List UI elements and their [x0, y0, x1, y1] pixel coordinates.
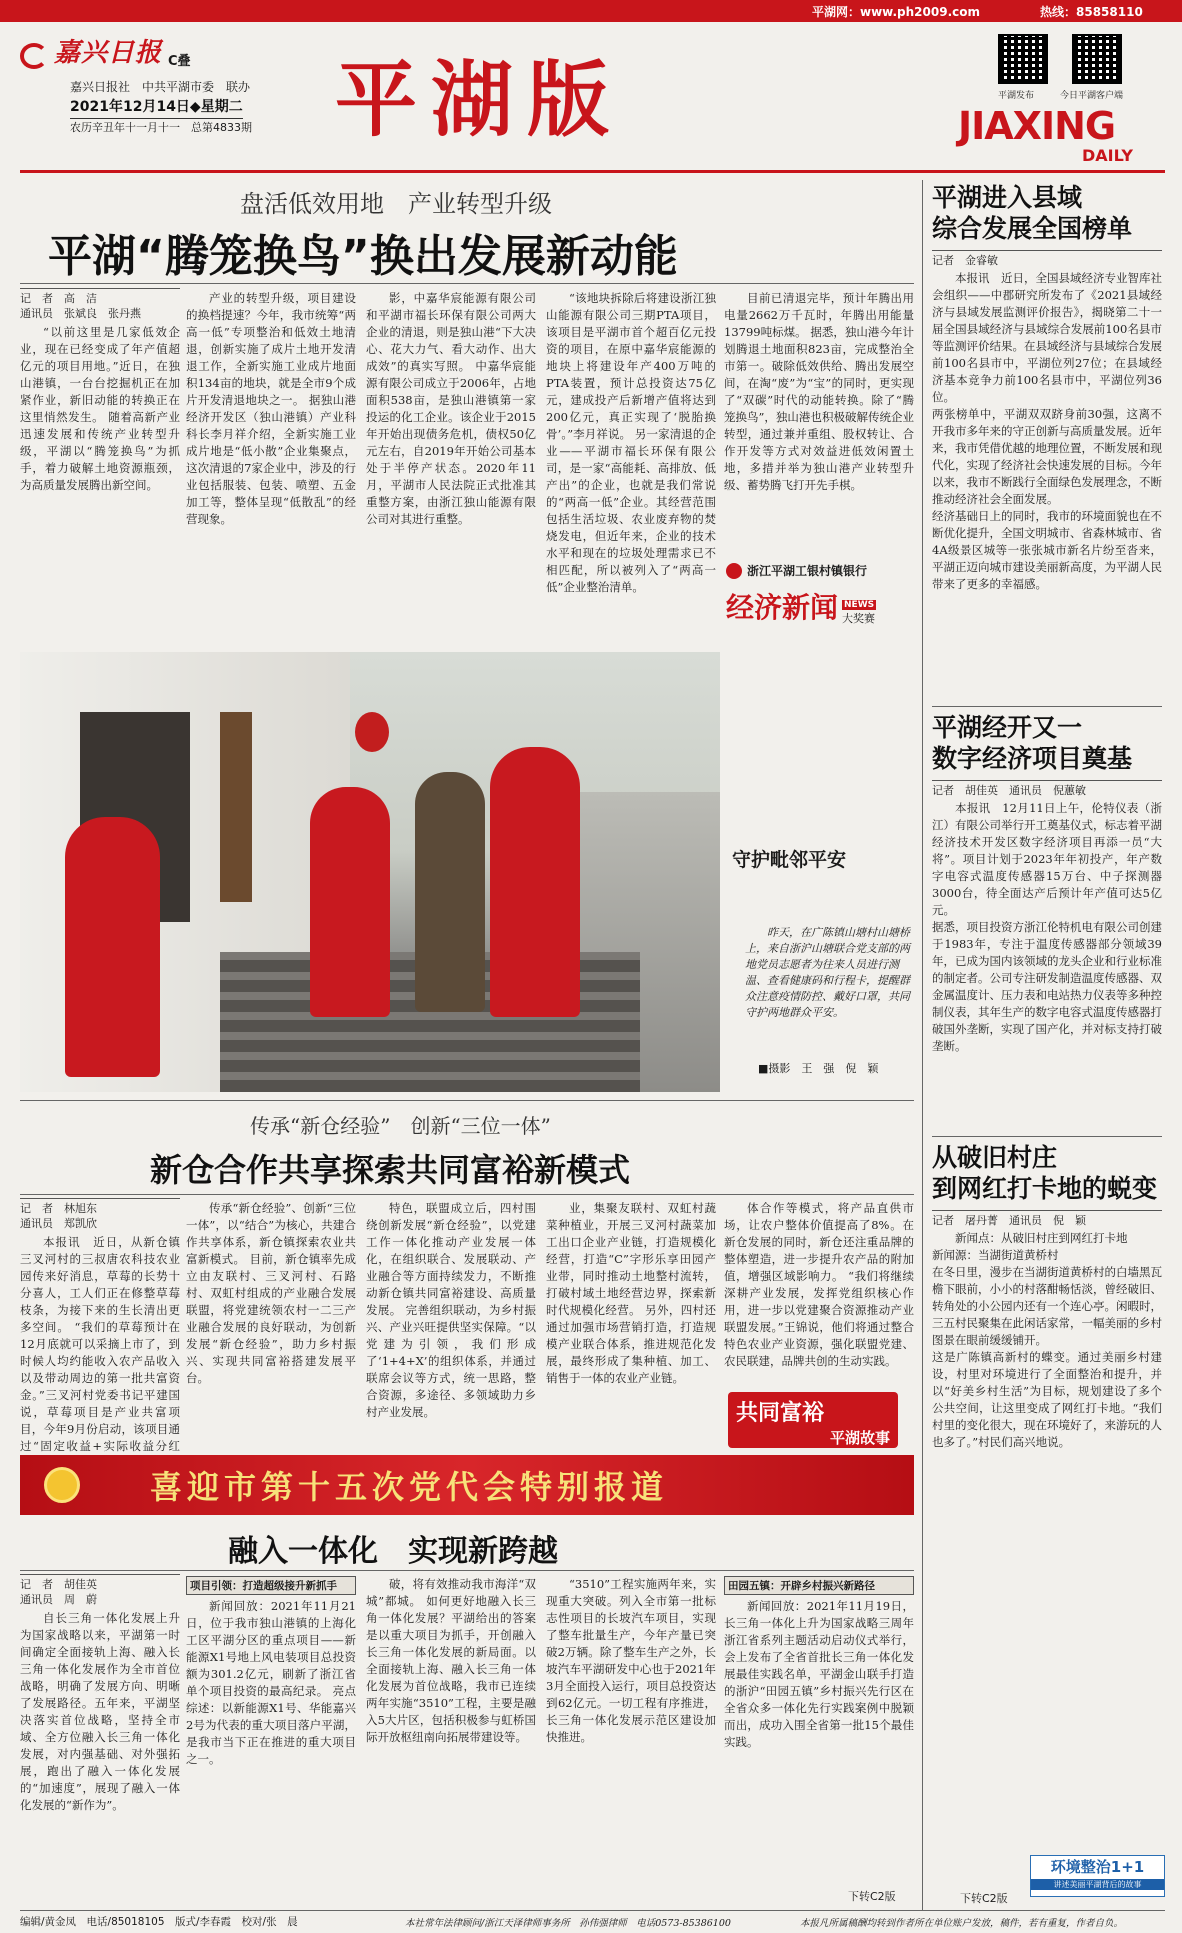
- footer-rule: [20, 1910, 1165, 1911]
- right-article-2-body: 本报讯 12月11日上午，伦特仪表（浙江）有限公司举行开工奠基仪式，标志着平湖经济技术开发区数字经济项目再添一员“大将”。项目计划于2023年年初投产，年产数字电容式温度传感器15万台、中子探测器3000台，待全面达产后预计年产值可达5亿元。 据悉，项目投资方浙江伦特机电有限公司创建于1983年，专注于温度传感器部分领域39年，已成为国内该领域的龙头企业和行业标准的制定者。公司专注研发制造温度传感器、双金属温度计、压力表和电站热力仪表等多种控制仪表，其年生产的数字电容式温度传感器打破国外垄断，实现了国产化，并对标支持打破垄断。: [932, 801, 1162, 1053]
- right-article-3-body: 新闻点：从破旧村庄到网红打卡地 新闻源：当湖街道黄桥村 在冬日里，漫步在当湖街道黄桥村的白墙黑瓦檐下眼前，小小的村落酣畅恬淡，曾经破旧、转角处的小公园内还有一个连心亭。闲暇时，三五村民聚集在此闲话家常，一幅美丽的乡村图景在眼前缓缓铺开。 这是广陈镇高新村的蝶变。通过美丽乡村建设，村里对环境进行了全面整治和提升，并以“好美乡村生活”为目标，规划建设了多个公共空间，让这里变成了网红打卡地。“我们村里的变化很大，现在环境好了，来游玩的人也多了。”村民们高兴地说。: [932, 1231, 1162, 1449]
- photo-plaque: [220, 712, 252, 902]
- lead-col-4: “该地块拆除后将建设浙江独山能源有限公司三期PTA项目，该项目是平湖市首个超百亿元投资的项目，在原中嘉华宸能源的地块上将建设年产400万吨的PTA装置，预计总投资达75亿元，建成投产后新增产值将达到200亿元，真正实现了‘脱胎换骨’。”李月祥说。 另一家清退的企业——平湖市福长环保有限公司，是一家“高能耗、高排放、低产出”的企业，也就是我们常说的“两高一低”企业。其经营范围包括生活垃圾、农业废弃物的焚烧发电，但近年来，企业的技术水平和现在的垃圾处理需求已不相匹配，所以被列入了“两高一低”企业整治清单。: [546, 291, 716, 594]
- party-congress-banner: [20, 1455, 914, 1515]
- photo-person: [415, 772, 485, 1012]
- lead-headline: 平湖“腾笼换鸟”换出发展新动能: [48, 231, 678, 282]
- lead-col-2: 产业的转型升级，项目建设的换档提速？今年，我市统筹“两高一低”专项整治和低效土地清退，创新实施了成片土地开发清退工作，全新实施工业成片地面积134亩的地块，就是全市9个成片开发清退地块之一。 据独山港经济开发区（独山港镇）产业科科长李月祥介绍，全新实施工业成片地是“低小散”企业集聚点，这次清退的7家企业中，涉及的行业包括服装、包装、喷塑、五金加工等，整体呈现“低散乱”的经营现象。: [186, 291, 356, 526]
- publishers: 嘉兴日报社 中共平湖市委 联办: [70, 80, 251, 94]
- third-col-5: 新闻回放：2021年11月19日，长三角一体化上升为国家战略三周年浙江省系列主题活动启动仪式举行，会上发布了全省首批长三角一体化发展最佳实践名单，平湖金山联手打造的浙沪“田园五镇”乡村振兴先行区在全省众多一体化先行实践案例中脱颖而出，成功入围全省第一批15个最佳实践。: [724, 1599, 914, 1749]
- third-headline: 融入一体化 实现新跨越: [228, 1534, 558, 1569]
- second-col-4: 业，集聚友联村、双虹村蔬菜种植业，开展三叉河村蔬菜加工出口企业产业链，打造规模化经营，打造“C”字形乐享田园产业带，同时推动土地整村流转，打破村域土地经营边界，探索新时代规模化经营。 另外，四村还通过加强市场营销打造，打造规模产业联合体系，推进规范化发展，最终形成了集种植、加工、销售于一体的农业产业链。: [546, 1201, 716, 1385]
- logo-mark-icon: [20, 43, 48, 69]
- footer-editors: 编辑/黄金凤 电话/85018105 版式/李春霞 校对/张 晨: [20, 1916, 298, 1928]
- environment-column-badge: 环境整治1+1 讲述美丽平湖背后的故事: [1030, 1855, 1165, 1897]
- right-article-1-byline: 记者 金睿敏: [932, 250, 1162, 268]
- third-col-3: 破，将有效推动我市海洋“双城”都城。 如何更好地融入长三角一体化发展？平湖给出的答案是以重大项目为抓手，开创融入长三角一体化发展的新局面。以全面接轨上海、融入长三角一体化发展为首位战略，我市已连续两年实施“3510”工程，主要是融入5大片区，包括积极参与虹桥国际开放枢纽南向拓展带建设等。: [366, 1577, 536, 1744]
- masthead-rule: [20, 170, 1165, 173]
- daily-logo: DAILY: [1082, 146, 1133, 165]
- photo-caption-text: 昨天，在广陈镇山塘村山塘桥上，来自浙沪山塘联合党支部的两地党员志愿者为往来人员进行测温、查看健康码和行程卡，提醒群众注意疫情防控、戴好口罩，共同守护两地群众平安。: [745, 926, 910, 1019]
- issue-date: 2021年12月14日◆星期二: [70, 96, 243, 119]
- top-bar-hotline: 热线：85858110: [1040, 5, 1143, 19]
- lead-divider: [20, 283, 914, 284]
- column-logo: 经济新闻 NEWS 大奖赛: [726, 591, 876, 625]
- lead-kicker: 盘活低效用地 产业转型升级: [240, 190, 552, 218]
- top-bar-site: 平湖网：www.ph2009.com: [812, 5, 981, 19]
- right-article-1-body: 本报讯 近日，全国县域经济专业智库社会组织——中郡研究所发布了《2021县域经济与县域发展监测评价报告》，揭晓第二十一届全国县域经济与县域综合发展前100名县市等监测评价结果。在县域经济与县域综合发展前100名县市中，平湖位列27位；在县域经济基本竞争力前100名县市中，平湖位列36位。 两张榜单中，平湖双双跻身前30强，这离不开我市多年来的守正创新与高质量发展。近年来，我市凭借优越的地理位置，不断发展和现代化，实现了经济社会快速发展的目标。今年以来，我市不断践行全面绿色发展理念，不断推动经济社会全面发展。 经济基础日上的同时，我市的环境面貌也在不断优化提升，全国文明城市、省森林城市、省4A级景区城等一张张城市新名片纷至沓来，平湖正迈向城市建设美丽新高度，为平湖人民带来了更多的幸福感。: [932, 271, 1162, 591]
- second-col-1: 本报讯 近日，从新仓镇三叉河村的三叔唐农科技农业园传来好消息，草莓的长势十分喜人，工人们正在修整草莓枝条，为接下来的生长清出更多空间。 “我们的草莓预计在12月底就可以采摘上市了，到时候人均约能收入农产品收入以及带动周边的第一批共富资金。”三叉河村党委书记平建国说，草莓项目是产业共富项目，今年9月份启动，该项目通过“固定收益+实际收益分红: [20, 1235, 180, 1453]
- lead-col-1: “以前这里是几家低效企业，现在已经变成了年产值超亿元的项目用地。”近日，在独山港镇，一台台挖掘机正在加紧作业，新旧动能的转换正在这里悄然发生。 随着高新产业迅速发展和传统产业转型升级，平湖以“腾笼换鸟”为抓手，着力破解土地资源瓶颈，为高质量发展腾出新空间。: [20, 325, 180, 492]
- photo-credit: ■摄影 王 强 倪 颖: [758, 1062, 879, 1075]
- lead-col-3: 影，中嘉华宸能源有限公司和平湖市福长环保有限公司两大企业的清退，则是独山港“下大决心、花大力气、看大动作、出大成效”的真实写照。 中嘉华宸能源有限公司成立于2006年，占地面积538亩，是独山港镇第一家投运的化工企业。该企业于2015年开始出现债务危机，债权50亿元左右，自2019年开始公司基本处于半停产状态。2020年11月，平湖市人民法院正式批准其重整方案，由浙江独山能源有限公司对其进行重整。: [366, 291, 536, 526]
- third-divider: [20, 1570, 914, 1571]
- edition-label: C叠: [168, 54, 191, 69]
- third-byline: 记 者 胡佳英 通讯员 周 蔚: [20, 1574, 180, 1607]
- photo-person: [310, 787, 390, 1017]
- second-col-3: 特色，联盟成立后，四村围绕创新发展“新仓经验”，以党建工作一体化推动产业发展一体化，在组织联合、发展联动、产业融合等方面持续发力，不断推动新仓镇共同富裕建设、高质量发展。 完善组织联动，为乡村振兴、产业兴旺提供坚实保障。“以党建为引领，我们形成了‘1+4+X’的组织体系，并通过联席会议等方式，统一思路，整合资源，多途径、多领域助力乡村产业发展。: [366, 1201, 536, 1419]
- second-col-5: 体合作等模式，将产品直供市场，让农户整体价值提高了8%。在新仓发展的同时，新仓还注重品牌的整体塑造，进一步提升农产品的附加值，增强区域影响力。 “我们将继续深耕产业发展，发挥党组织核心作用，进一步以党建聚合资源推动产业联盟发展。”王锦说，他们将通过整合特色农业产业资源，强化联盟党建、农民联建，品牌共创的生动实践。: [724, 1201, 914, 1368]
- right-article-1-title: 平湖进入县域 综合发展全国榜单: [932, 183, 1133, 243]
- jiaxing-logo: JIAXING: [958, 104, 1116, 148]
- second-col-2: 传承“新仓经验”、创新“三位一体”，以“结合”为核心，共建合作共享体系，新仓镇探索农业共富新模式。 目前，新仓镇率先成立由友联村、三叉河村、石路村、双虹村组成的产业融合发展联盟，将党建统领农村一二三产业融合发展的良好联动，为创新发展“新仓经验”，助力乡村振兴、实现共同富裕搭建发展平台。: [186, 1201, 356, 1385]
- footer-legal: 本社常年法律顾问/浙江天泽律师事务所 孙伟强律师 电话0573-85386100: [405, 1918, 731, 1929]
- third-col-4: “3510”工程实施两年来，实现重大突破。列入全市第一批标志性项目的长坡汽车项目，实现了整车批量生产，今年产量已突破2万辆。除了整车生产之外，长坡汽车平湖研发中心也于2021年3月全面投入运行，项目总投资达到62亿元。一切工程有序推进，长三角一体化发展示范区建设加快推进。: [546, 1577, 716, 1744]
- section-label-box: 项目引领：打造超级接升新抓手: [186, 1576, 356, 1595]
- photo-person: [65, 817, 160, 1077]
- footer-note: 本报凡所属稿酬均转到作者所在单位账户发放，稿件，若有重复，作者自负。: [800, 1918, 1124, 1929]
- lead-byline: 记 者 高 洁 通讯员 张斌良 张丹燕: [20, 288, 180, 321]
- qr-code-icon: [1072, 34, 1122, 84]
- continued-note: 下转C2版: [848, 1890, 896, 1903]
- second-divider: [20, 1194, 914, 1195]
- newspaper-logo: [20, 32, 191, 69]
- right-article-3-title: 从破旧村庄 到网红打卡地的蜕变: [932, 1143, 1158, 1203]
- qr-label: 平湖发布: [998, 91, 1035, 101]
- photo-caption-title: 守护毗邻平安: [732, 849, 847, 871]
- third-col-2: 新闻回放：2021年11月21日，位于我市独山港镇的上海化工区平湖分区的重点项目——新能源X1号地上风电装项目总投资额为301.2亿元，刷新了浙江省单个项目投资的最高纪录。 亮点综述：以新能源X1号、华能嘉兴2号为代表的重大项目落户平湖，是我市当下正在推进的重大项目之一。: [186, 1599, 356, 1766]
- logo-text: 嘉兴日报: [54, 38, 163, 68]
- qr-code-icon: [998, 34, 1048, 84]
- news-photo: [20, 652, 720, 1092]
- continued-note: 下转C2版: [960, 1892, 1008, 1905]
- second-kicker: 传承“新仓经验” 创新“三位一体”: [250, 1114, 551, 1138]
- sponsor-logo: 浙江平湖工银村镇银行: [726, 562, 867, 579]
- bank-logo-icon: [726, 563, 742, 579]
- section-label-box: 田园五镇：开辟乡村振兴新路径: [724, 1576, 914, 1595]
- masthead-title: 平湖版: [335, 52, 624, 148]
- lead-col-5: 目前已清退完毕，预计年腾出用电量2662万千瓦时，年腾出用能量13799吨标煤。 据悉，独山港今年计划腾退土地面积823亩，完成整治全市第一。破除低效供给、腾出发展空间，在淘“废”为“宝”的同时，更实现了“双碳”时代的动能转换。除了“腾笼换鸟”，独山港也积极破解传统企业转型，通过兼并重组、股权转让、合作开发等方式对效益进低效闲置土地，多措并举为独山港产业转型升级、蓄势腾飞打开先手棋。: [724, 291, 914, 492]
- party-emblem-icon: [44, 1467, 80, 1503]
- second-byline: 记 者 林旭东 通讯员 郑凯欣: [20, 1198, 180, 1231]
- photo-person: [490, 747, 580, 1017]
- right-divider: [932, 1136, 1162, 1137]
- banner-text: 喜迎市第十五次党代会特别报道: [150, 1468, 669, 1506]
- right-column-divider: [922, 180, 923, 1910]
- section-divider: [20, 1100, 914, 1101]
- second-headline: 新仓合作共享探索共同富裕新模式: [150, 1151, 631, 1189]
- right-article-3-byline: 记者 屠丹菁 通讯员 倪 颖: [932, 1210, 1162, 1228]
- common-prosperity-badge: 共同富裕 平湖故事: [728, 1392, 898, 1448]
- right-article-2-byline: 记者 胡佳英 通讯员 倪蕙敏: [932, 780, 1162, 798]
- photo-lantern: [355, 712, 389, 752]
- qr-label: 今日平湖客户端: [1060, 91, 1124, 101]
- right-divider: [932, 706, 1162, 707]
- lunar-date: 农历辛丑年十一月十一 总第4833期: [70, 121, 252, 134]
- third-col-1: 自长三角一体化发展上升为国家战略以来，平湖第一时间确定全面接轨上海、融入长三角一体化发展作为全市首位战略，明确了发展方向、明晰了发展路径。五年来，平湖坚决落实首位战略，坚持全市域、全方位融入长三角一体化发展，对内强基础、对外强拓展，跑出了融入一体化发展的“加速度”，展现了融入一体化发展的“新作为”。: [20, 1611, 180, 1812]
- right-article-2-title: 平湖经开又一 数字经济项目奠基: [932, 713, 1133, 773]
